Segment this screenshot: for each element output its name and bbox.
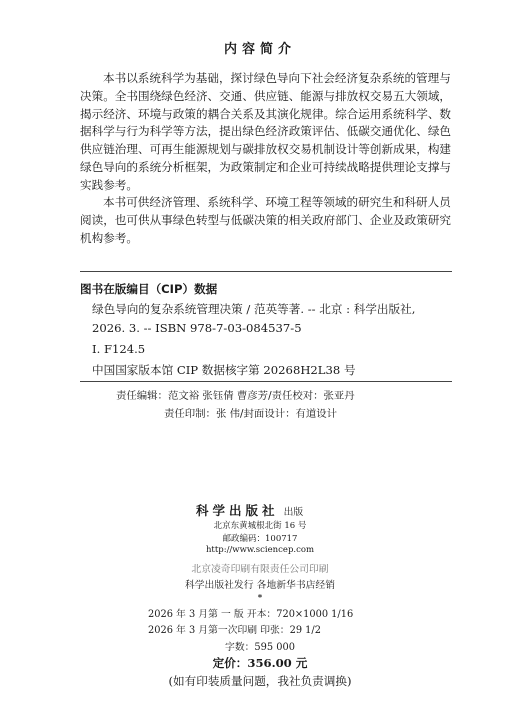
edition-line: 2026 年 3 月第 一 版 开本：720×1000 1/16 [148, 609, 354, 620]
price: 定价：356.00 元 [212, 656, 308, 670]
cip-line: Ⅰ. F124.5 [92, 342, 146, 356]
publisher-postcode: 邮政编码：100717 [222, 534, 298, 544]
publisher-name [196, 500, 303, 519]
text-line: 阅读，也可供从事绿色转型与低碳决策的相关政府部门、企业及政策研究 [80, 212, 452, 227]
text-line: 本书可供经济管理、系统科学、环境工程等领域的研究生和科研人员 [103, 195, 451, 209]
divider-bottom [80, 381, 452, 382]
cip-line: 中国国家版本馆 CIP 数据核字第 20268H2L38 号 [92, 363, 356, 377]
quality-note: (如有印装质量问题，我社负责调换) [168, 674, 352, 688]
intro-paragraph-2 [80, 194, 452, 247]
distribution-line: 科学出版社发行 各地新华书店经销 [184, 580, 336, 591]
text-line: 据科学与行为科学等方法，提出绿色经济政策评估、低碳交通优化、绿色 [80, 124, 452, 139]
text-line: 揭示经济、环境与政策的耦合关系及其演化规律。综合运用系统科学、数 [80, 106, 452, 121]
credits-editors: 责任编辑：范文裕 张钰倩 曹彦芳/责任校对：张亚丹 [116, 390, 355, 402]
text-line: 供应链治理、可再生能源规划与碳排放权交易机制设计等创新成果，构建 [80, 142, 452, 157]
text-line: 实践参考。 [80, 177, 138, 192]
separator-star: * [257, 593, 263, 603]
divider-top [80, 271, 452, 272]
cip-line: 2026. 3. -- ISBN 978-7-03-084537-5 [92, 321, 302, 335]
text-line: 本书以系统科学为基础，探讨绿色导向下社会经济复杂系统的管理与 [103, 71, 451, 85]
intro-title: 内容简介 [223, 42, 296, 57]
cip-title: 图书在版编目（CIP）数据 [80, 282, 218, 296]
text-line: 机构参考。 [80, 230, 138, 245]
publisher-address: 北京东黄城根北街 16 号 [213, 521, 307, 531]
publisher-url: http://www.sciencep.com [205, 545, 315, 555]
text-line: 绿色导向的系统分析框架，为政策制定和企业可持续战略提供理论支撑与 [80, 159, 452, 174]
publisher-suffix: 出版 [283, 507, 304, 518]
credits-print-design: 责任印制：张 伟/封面设计：有道设计 [164, 408, 338, 420]
word-count: 字数：595 000 [225, 642, 295, 653]
text-line: 决策。全书围绕绿色经济、交通、供应链、能源与排放权交易五大领域， [80, 88, 452, 103]
printer-line: 北京凌奇印刷有限责任公司印刷 [191, 564, 329, 575]
publisher-logo: 科学出版社 [196, 503, 279, 518]
printing-line: 2026 年 3 月第一次印刷 印张：29 1/2 [148, 625, 321, 636]
cip-line: 绿色导向的复杂系统管理决策 / 范英等著. -- 北京 : 科学出版社, [92, 302, 416, 316]
intro-paragraph-1 [80, 70, 452, 195]
